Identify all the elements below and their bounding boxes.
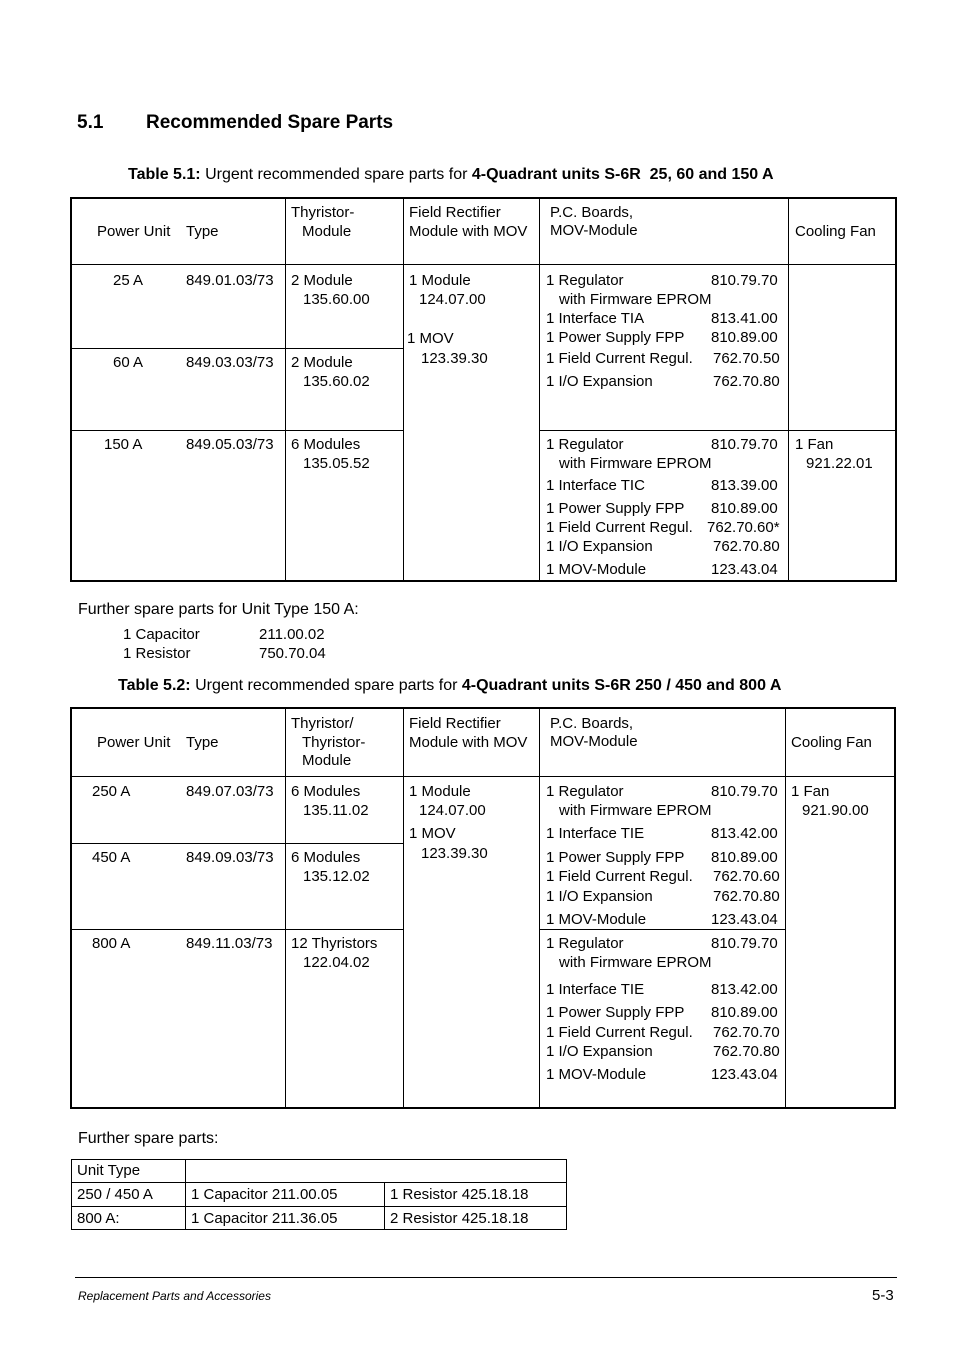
t2-pcb-a1-name: with Firmware EPROM [559, 802, 712, 819]
further2-header: Unit Type [77, 1162, 141, 1179]
t2-pcb-b5-name: 1 I/O Expansion [546, 1043, 653, 1060]
t1-header-thyristor-l1: Thyristor- [291, 204, 355, 221]
t2-pcb-a3-name: 1 Power Supply FPP [546, 849, 685, 866]
table1-caption-label: Table 5.1: [128, 166, 201, 183]
t1-field-l2: 124.07.00 [419, 291, 486, 308]
t2-row3-thy2: 122.04.02 [303, 954, 370, 971]
t2-row1-unit: 250 A [92, 783, 131, 800]
t1-row3-unit: 150 A [104, 436, 143, 453]
table2-caption [118, 677, 781, 695]
t1-row3-thy2: 135.05.52 [303, 455, 370, 472]
t1-header-fan: Cooling Fan [795, 223, 876, 240]
t2-row1-type: 849.07.03/73 [186, 783, 274, 800]
t2-pcb-b2-num: 813.42.00 [711, 981, 778, 998]
t2-field-l4: 123.39.30 [421, 845, 488, 862]
t1-header-field-l2: Module with MOV [409, 223, 528, 240]
t2-pcb-b1-name: with Firmware EPROM [559, 954, 712, 971]
t2-field-l2: 124.07.00 [419, 802, 486, 819]
t1-row3-thy1: 6 Modules [291, 436, 361, 453]
t1-pcb-b6-name: 1 MOV-Module [546, 561, 647, 578]
t1-pcb-a3-name: 1 Power Supply FPP [546, 329, 685, 346]
t2-pcb-a6-num: 123.43.04 [711, 911, 778, 928]
t2-pcb-a0-name: 1 Regulator [546, 783, 624, 800]
t2-pcb-b0-name: 1 Regulator [546, 935, 624, 952]
t2-row3-thy1: 12 Thyristors [291, 935, 378, 952]
page-number: 5-3 [872, 1287, 894, 1304]
t2-pcb-b3-name: 1 Power Supply FPP [546, 1004, 685, 1021]
t2-pcb-b4-name: 1 Field Current Regul. [546, 1024, 693, 1041]
t1-pcb-b2-num: 813.39.00 [711, 477, 778, 494]
t2-field-l3: 1 MOV [409, 825, 456, 842]
t1-pcb-a1-name: with Firmware EPROM [559, 291, 712, 308]
t2-pcb-b5-num: 762.70.80 [713, 1043, 780, 1060]
t1-pcb-b3-name: 1 Power Supply FPP [546, 500, 685, 517]
t2-pcb-a4-name: 1 Field Current Regul. [546, 868, 693, 885]
t1-pcb-a2-num: 813.41.00 [711, 310, 778, 327]
t1-pcb-b0-name: 1 Regulator [546, 436, 624, 453]
t1-header-type: Type [186, 223, 219, 240]
t1-pcb-a0-name: 1 Regulator [546, 272, 624, 289]
t2-header-type: Type [186, 734, 219, 751]
t2-pcb-a2-name: 1 Interface TIE [546, 825, 645, 842]
t2-pcb-b4-num: 762.70.70 [713, 1024, 780, 1041]
t2-header-thyristor-l3: Module [302, 752, 352, 769]
table1-caption [128, 166, 774, 184]
t2-row2-thy2: 135.12.02 [303, 868, 370, 885]
t2-pcb-b6-num: 123.43.04 [711, 1066, 778, 1083]
t1-header-pcb-l1: P.C. Boards, [550, 204, 634, 221]
t2-pcb-a0-num: 810.79.70 [711, 783, 778, 800]
t2-row2-thy1: 6 Modules [291, 849, 361, 866]
t1-pcb-b1-name: with Firmware EPROM [559, 455, 712, 472]
t1-pcb-a4-num: 762.70.50 [713, 350, 780, 367]
t1-pcb-a4-name: 1 Field Current Regul. [546, 350, 693, 367]
t1-field-l4: 123.39.30 [421, 350, 488, 367]
t2-fan-l2: 921.90.00 [802, 802, 869, 819]
t1-fan-l1: 1 Fan [795, 436, 834, 453]
section-title: Recommended Spare Parts [146, 112, 394, 133]
further1-title: Further spare parts for Unit Type 150 A: [78, 601, 359, 618]
t1-pcb-b5-name: 1 I/O Expansion [546, 538, 653, 555]
t2-pcb-a5-name: 1 I/O Expansion [546, 888, 653, 905]
t1-field-l1: 1 Module [409, 272, 471, 289]
further2-title: Further spare parts: [78, 1130, 219, 1147]
t1-pcb-b4-num: 762.70.60* [707, 519, 780, 536]
footer-rule [75, 1277, 897, 1278]
further2-row2-c1: 1 Capacitor 211.36.05 [191, 1210, 338, 1227]
t1-pcb-a5-num: 762.70.80 [713, 373, 780, 390]
further2-row2-unit: 800 A: [77, 1210, 120, 1227]
t2-header-field-l1: Field Rectifier [409, 715, 501, 732]
t1-pcb-a2-name: 1 Interface TIA [546, 310, 645, 327]
t1-row1-thy2: 135.60.00 [303, 291, 370, 308]
further1-item0-num: 211.00.02 [259, 626, 325, 643]
t2-row3-unit: 800 A [92, 935, 131, 952]
t1-row1-type: 849.01.03/73 [186, 272, 274, 289]
table2-caption-text: Urgent recommended spare parts for [190, 677, 462, 694]
t1-row1-unit: 25 A [113, 272, 144, 289]
table1-caption-text: Urgent recommended spare parts for [200, 166, 472, 183]
footer-text: Replacement Parts and Accessories [78, 1289, 271, 1303]
t2-row2-unit: 450 A [92, 849, 131, 866]
t1-fan-l2: 921.22.01 [806, 455, 873, 472]
t1-field-l3: 1 MOV [407, 330, 454, 347]
section-number: 5.1 [77, 112, 104, 133]
further1-item1-num: 750.70.04 [259, 645, 326, 662]
t2-row3-type: 849.11.03/73 [186, 935, 273, 952]
t2-header-power-unit: Power Unit [97, 734, 171, 751]
t2-pcb-a6-name: 1 MOV-Module [546, 911, 647, 928]
further1-item0-name: 1 Capacitor [123, 626, 200, 643]
t2-fan-l1: 1 Fan [791, 783, 830, 800]
t1-row2-thy2: 135.60.02 [303, 373, 370, 390]
t1-header-thyristor-l2: Module [302, 223, 352, 240]
t2-pcb-a5-num: 762.70.80 [713, 888, 780, 905]
t1-pcb-b3-num: 810.89.00 [711, 500, 778, 517]
further2-row1-c1: 1 Capacitor 211.00.05 [191, 1186, 338, 1203]
further2-row1-unit: 250 / 450 A [77, 1186, 153, 1203]
t2-header-thyristor-l2: Thyristor- [302, 734, 366, 751]
t2-header-fan: Cooling Fan [791, 734, 872, 751]
further1-item1-name: 1 Resistor [123, 645, 191, 662]
t2-field-l1: 1 Module [409, 783, 471, 800]
t2-row2-type: 849.09.03/73 [186, 849, 274, 866]
t1-row3-type: 849.05.03/73 [186, 436, 274, 453]
table1-caption-bold: 4-Quadrant units S-6R 25, 60 and 150 A [471, 166, 774, 183]
t1-header-field-l1: Field Rectifier [409, 204, 501, 221]
t1-row1-thy1: 2 Module [291, 272, 353, 289]
t1-pcb-b5-num: 762.70.80 [713, 538, 780, 555]
t1-pcb-a0-num: 810.79.70 [711, 272, 778, 289]
t2-pcb-a4-num: 762.70.60 [713, 868, 780, 885]
table2-caption-label: Table 5.2: [118, 677, 191, 694]
table2-caption-bold: 4-Quadrant units S-6R 250 / 450 and 800 A [461, 677, 782, 694]
t1-pcb-b2-name: 1 Interface TIC [546, 477, 645, 494]
further2-row2-c2: 2 Resistor 425.18.18 [390, 1210, 529, 1227]
t1-header-power-unit: Power Unit [97, 223, 171, 240]
t2-pcb-b3-num: 810.89.00 [711, 1004, 778, 1021]
t1-pcb-a3-num: 810.89.00 [711, 329, 778, 346]
t1-header-pcb-l2: MOV-Module [550, 222, 638, 239]
t1-pcb-b4-name: 1 Field Current Regul. [546, 519, 693, 536]
t2-header-thyristor-l1: Thyristor/ [291, 715, 354, 732]
t1-pcb-b6-num: 123.43.04 [711, 561, 778, 578]
t2-header-pcb-l2: MOV-Module [550, 733, 638, 750]
t2-row1-thy2: 135.11.02 [303, 802, 369, 819]
t1-row2-unit: 60 A [113, 354, 144, 371]
t1-pcb-b0-num: 810.79.70 [711, 436, 778, 453]
t2-header-pcb-l1: P.C. Boards, [550, 715, 634, 732]
further2-row1-c2: 1 Resistor 425.18.18 [390, 1186, 529, 1203]
t2-pcb-b0-num: 810.79.70 [711, 935, 778, 952]
t2-row1-thy1: 6 Modules [291, 783, 361, 800]
t2-pcb-a2-num: 813.42.00 [711, 825, 778, 842]
t1-row2-thy1: 2 Module [291, 354, 353, 371]
t2-pcb-b6-name: 1 MOV-Module [546, 1066, 647, 1083]
t2-pcb-b2-name: 1 Interface TIE [546, 981, 645, 998]
t1-row2-type: 849.03.03/73 [186, 354, 274, 371]
t1-pcb-a5-name: 1 I/O Expansion [546, 373, 653, 390]
t2-pcb-a3-num: 810.89.00 [711, 849, 778, 866]
t2-header-field-l2: Module with MOV [409, 734, 528, 751]
